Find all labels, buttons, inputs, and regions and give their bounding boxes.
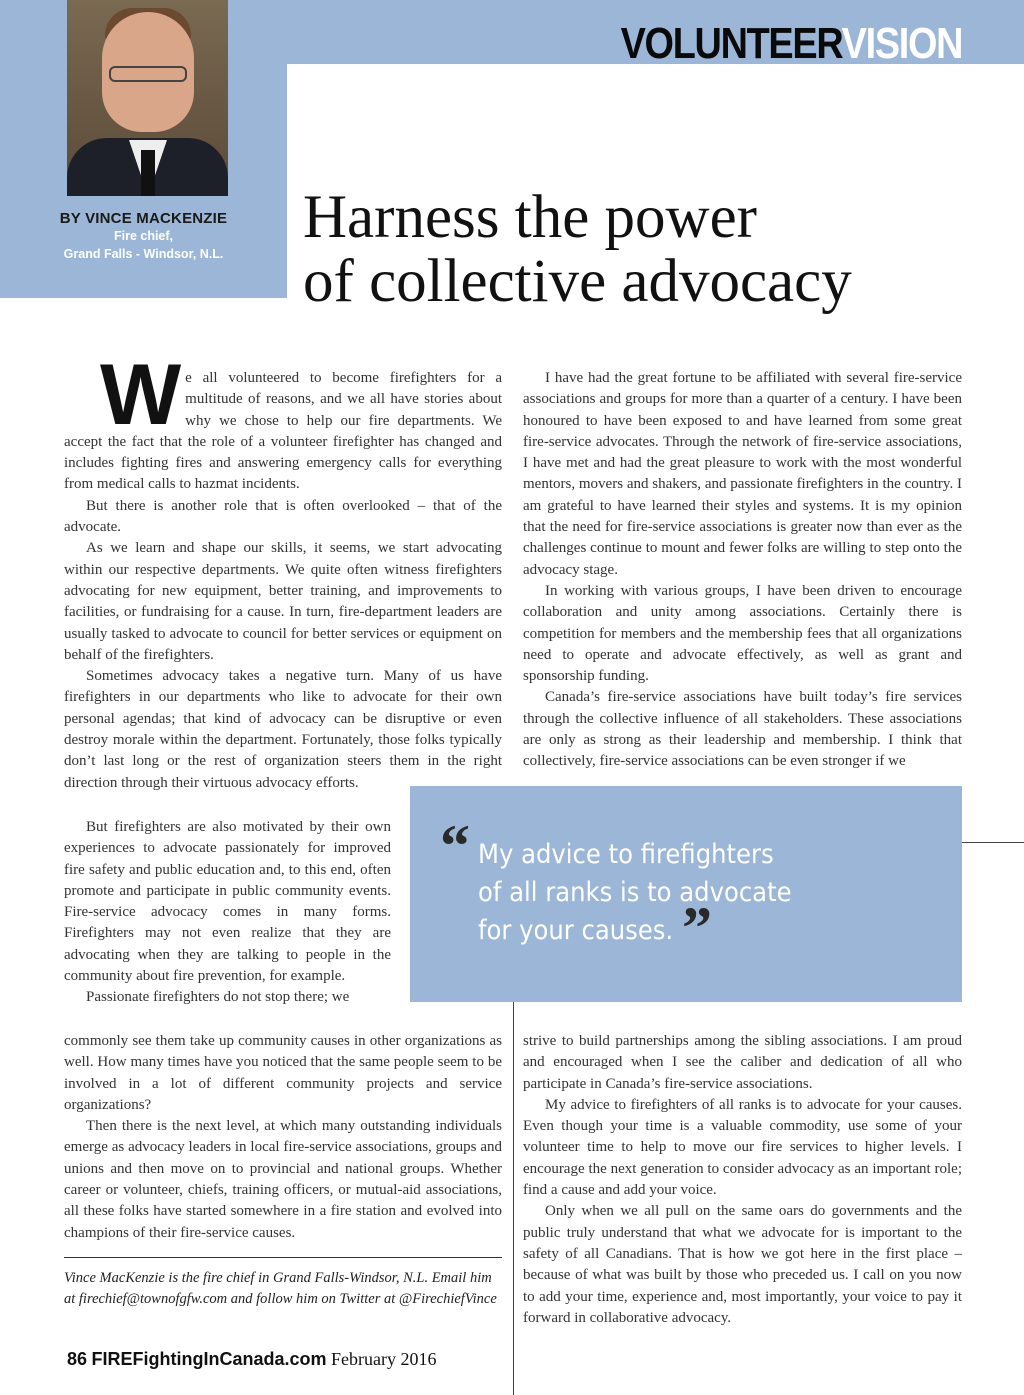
paragraph: Passionate firefighters do not stop there; we [86, 989, 350, 1006]
paragraph: In working with various groups, I have been driven to encourage collaboration and unity among associations. Certainly there is competition for members and the membership fees that all organizations need to operate and advocate effectively, as well as grant and sponsorship funding. [523, 582, 962, 685]
close-quote-icon: ” [682, 895, 712, 961]
left-column-bottom [64, 1031, 502, 1244]
site-name: FIREFightingInCanada.com [91, 1349, 327, 1369]
paragraph: But there is another role that is often overlooked – that of the advocate. [64, 497, 502, 536]
headline-line1: Harness the power [303, 184, 757, 251]
left-column-narrow [64, 817, 391, 1009]
author-location: Grand Falls - Windsor, N.L. [63, 247, 224, 261]
author-byline [0, 210, 287, 263]
paragraph: As we learn and shape our skills, it seems, we start advocating within our respective departments. We quite often witness firefighters advocating for new equipment, better training, and improvements to facilities, or fundraising for a cause. In turn, fire-department leaders are usually tasked to advocate to council for better services or equipment on behalf of the firefighters. [64, 540, 502, 663]
divider [962, 842, 1024, 843]
page-footer [67, 1349, 437, 1370]
left-column-top [64, 347, 502, 794]
column-divider [513, 1002, 514, 1395]
pull-quote-text [478, 836, 838, 950]
paragraph: commonly see them take up community causes in other organizations as well. How many times have you noticed that the same people seem to be involved in a lot of different community projects and service organizations? [64, 1033, 502, 1113]
pull-quote-line2: of all ranks is to advocate [478, 877, 792, 908]
paragraph: Sometimes advocacy takes a negative turn. Many of us have firefighters in our departments who like to advocate for their own personal agendas; that kind of advocacy can be disruptive or even destroy morale within the department. Fortunately, those folks typically don’t last long or the rest of organization steers them in the right direction through their virtuous advocacy efforts. [64, 668, 502, 791]
page-number: 86 [67, 1349, 88, 1369]
bio-divider [64, 1257, 502, 1258]
paragraph: Then there is the next level, at which many outstanding individuals emerge as advocacy leaders in local fire-service associations, groups and unions and then move on to provincial and national groups. Whether career or volunteer, chiefs, training officers, or mutual-aid associations, all these folks have started somewhere in a fire station and evolved into champions of their fire-service causes. [64, 1118, 502, 1241]
author-title: Fire chief, [113, 229, 174, 243]
paragraph: Canada’s fire-service associations have built today’s fire services through the collective influence of all stakeholders. These associations are only as strong as their leadership and membership. I think that collectively, fire-service associations can be even stronger if we [523, 689, 962, 770]
drop-cap: W [100, 347, 182, 443]
paragraph: But firefighters are also motivated by their own experiences to advocate passionately for improved fire safety and public education and, to this end, often promote and participate in public community events. Fire-service advocacy comes in many forms. Firefighters may not even realize that they are advocating when they are talking to people in the community about fire prevention, for example. [64, 819, 391, 985]
section-masthead [620, 20, 962, 68]
headline-line2: of collective advocacy [303, 248, 852, 315]
open-quote-icon: “ [440, 813, 470, 879]
author-name: BY VINCE MACKENZIE [59, 210, 228, 227]
paragraph: e all volunteered to become firefighters for a multitude of reasons, and we all have stories about why we chose to help our fire departments. We accept the fact that the role of a volunteer firefighter has changed and includes fighting fires and answering emergency calls for everything from medical calls to hazmat incidents. [64, 370, 502, 493]
pull-quote [410, 786, 962, 1002]
masthead-part1: VOLUNTEER [620, 19, 842, 68]
right-column-bottom [523, 1031, 962, 1329]
pull-quote-line1: My advice to firefighters [478, 839, 774, 870]
paragraph: I have had the great fortune to be affiliated with several fire-service associations and groups for more than a quarter of a century. I have been honoured to have been exposed to and have learned from some great fire-service advocates. Through the network of fire-service associations, I have met and had the great pleasure to work with the most wonderful mentors, movers and shakers, and passionate firefighters in the country. I am grateful to have learned their styles and systems. It is my opinion that the need for fire-service associations is greater now than ever as the challenges continue to mount and fewer folks are willing to step onto the advocacy stage. [523, 370, 962, 578]
author-bio: Vince MacKenzie is the fire chief in Grand Falls-Windsor, N.L. Email him at firechief@townofgfw.com and follow him on Twitter at @FirechiefVince [64, 1270, 497, 1307]
paragraph: My advice to firefighters of all ranks is to advocate for your causes. Even though your time is a valuable commodity, use some of your volunteer time to help to move our fire services to higher levels. I encourage the next generation to consider advocacy as an important role; find a cause and add your voice. [523, 1096, 962, 1199]
article-headline [303, 186, 1003, 314]
author-portrait-photo [67, 0, 228, 196]
paragraph: strive to build partnerships among the sibling associations. I am proud and encouraged when I see the caliber and dedication of all who participate in Canada’s fire-service associations. [523, 1033, 962, 1092]
pull-quote-line3: for your causes. [478, 915, 674, 946]
issue-date: February 2016 [331, 1349, 437, 1369]
right-column-top [523, 368, 962, 773]
paragraph: Only when we all pull on the same oars do governments and the public truly understand that what we advocate for is important to the safety of all Canadians. That is how we got here in the first place – because of what was built by those who preceded us. I call on you now to add your time, experience and, most importantly, your voice to pay it forward in collaborative advocacy. [523, 1203, 962, 1326]
masthead-part2: VISION [841, 19, 962, 68]
